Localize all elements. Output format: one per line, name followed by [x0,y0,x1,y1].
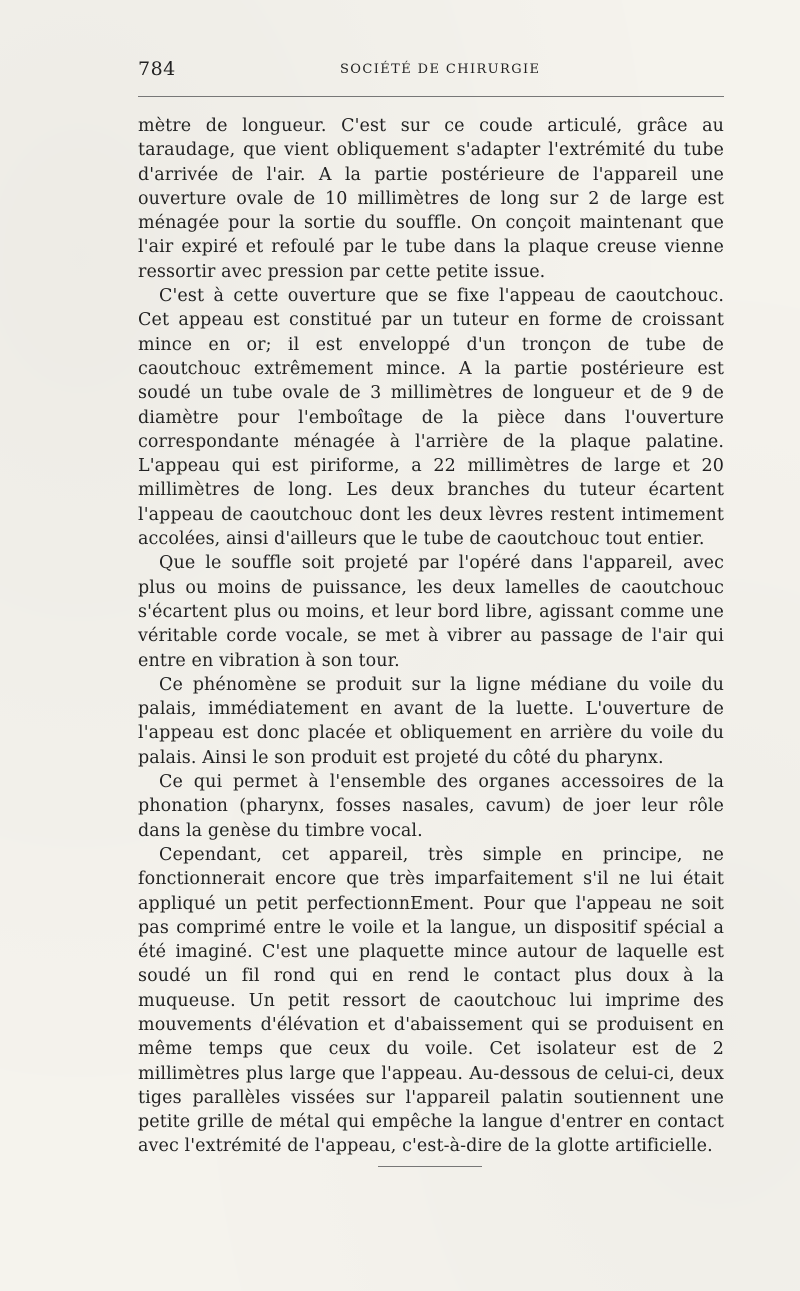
page-header [138,58,724,86]
paragraph-1: mètre de longueur. C'est sur ce coude articulé, grâce au taraudage, que vient obliquement s'adapter l'extrémité du tube d'arrivée de l'air. A la partie postérieure de l'appareil une ouverture ovale de 10 millimètres de long sur 2 de large est ménagée pour la sortie du souffle. On conçoit maintenant que l'air expiré et refoulé par le tube dans la plaque creuse vienne ressortir avec pression par cette petite issue. [138,116,724,282]
section-end-divider [378,1166,482,1167]
page-number: 784 [138,58,176,80]
paragraph-5: Ce qui permet à l'ensemble des organes accessoires de la phonation (pharynx, fosses nasales, cavum) de joer leur rôle dans la genèse du timbre vocal. [138,772,724,841]
paragraph-4: Ce phénomène se produit sur la ligne médiane du voile du palais, immédiatement en avant de la luette. L'ouverture de l'appeau est donc placée et obliquement en arrière du voile du palais. Ainsi le son produit est projeté du côté du pharynx. [138,674,724,768]
header-divider [138,96,724,97]
body-text [138,114,724,1159]
paragraph-2: C'est à cette ouverture que se fixe l'appeau de caoutchouc. Cet appeau est constitué par un tuteur en forme de croissant mince en or; il est enveloppé d'un tronçon de tube de caoutchouc extrêmement mince. A la partie postérieure est soudé un tube ovale de 3 millimètres de longueur et de 9 de diamètre pour l'emboîtage de la pièce dans l'ouverture correspondante ménagée à l'arrière de la plaque palatine. L'appeau qui est piriforme, a 22 millimètres de large et 20 millimètres de long. Les deux branches du tuteur écartent l'appeau de caoutchouc dont les deux lèvres restent intimement accolées, ainsi d'ailleurs que le tube de caoutchouc tout entier. [138,286,724,550]
running-title: SOCIÉTÉ DE CHIRURGIE [340,62,541,77]
paragraph-3: Que le souffle soit projeté par l'opéré dans l'appareil, avec plus ou moins de puissance, les deux lamelles de caoutchouc s'écartent plus ou moins, et leur bord libre, agissant comme une véritable corde vocale, se met à vibrer au passage de l'air qui entre en vibration à son tour. [138,553,724,671]
paragraph-6: Cependant, cet appareil, très simple en principe, ne fonctionnerait encore que très imparfaitement s'il ne lui était appliqué un petit perfectionnEment. Pour que l'appeau ne soit pas comprimé entre le voile et la langue, un dispositif spécial a été imaginé. C'est une plaquette mince autour de laquelle est soudé un fil rond qui en rend le contact plus doux à la muqueuse. Un petit ressort de caoutchouc lui imprime des mouvements d'élévation et d'abaissement qui se produisent en même temps que ceux du voile. Cet isolateur est de 2 millimètres plus large que l'appeau. Au-dessous de celui-ci, deux tiges parallèles vissées sur l'appareil palatin soutiennent une petite grille de métal qui empêche la langue d'entrer en contact avec l'extrémité de l'appeau, c'est-à-dire de la glotte artificielle. [138,844,724,1157]
